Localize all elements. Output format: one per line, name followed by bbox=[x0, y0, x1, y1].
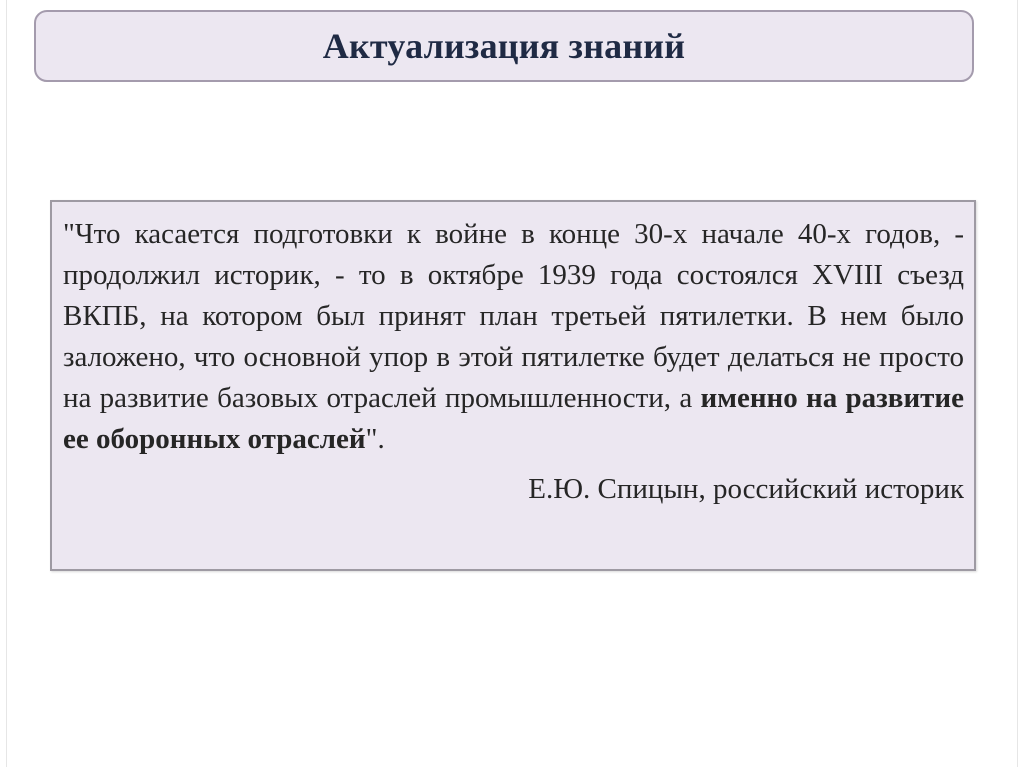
quote-text-end: ". bbox=[365, 423, 385, 455]
quote-attribution: Е.Ю. Спицын, российский историк bbox=[528, 473, 964, 505]
title-box bbox=[34, 10, 974, 82]
quote-box bbox=[50, 200, 976, 571]
slide-title: Актуализация знаний bbox=[322, 26, 686, 66]
quote-text-emphasis: именно на развитие ее оборонных отраслей bbox=[63, 382, 964, 455]
quote-text bbox=[63, 214, 964, 460]
quote-text-main: "Что касается подготовки к войне в конце 30-х начале 40-х годов, - продолжил историк, - то в октябре 1939 года состоялся XVIII съезд ВКПБ, на котором был принят план третьей пятилетки. В нем было заложено, что основной упор в этой пятилетке будет делаться не просто на развитие базовых отраслей промышленности, а bbox=[63, 218, 964, 414]
